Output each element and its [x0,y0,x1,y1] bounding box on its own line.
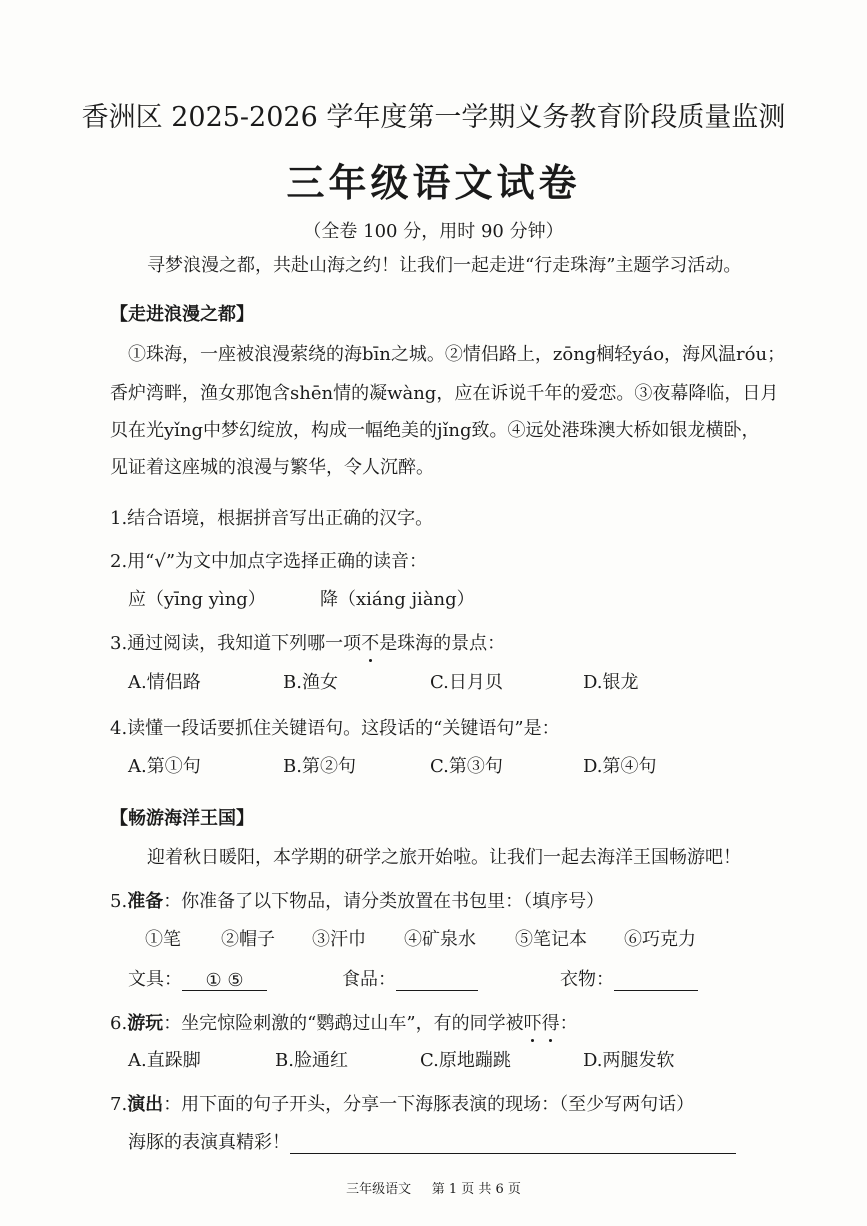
question-number: 6. [110,1013,128,1034]
passage-line: 见证着这座城的浪漫与繁华，令人沉醉。 [110,457,434,478]
writing-answer-field[interactable] [290,1133,736,1154]
emphasis-char: 吓 [524,1009,542,1035]
emphasis-char: 不 [361,629,379,655]
option-b[interactable]: B.渔女 [283,672,338,693]
passage-line: 贝在光yǐng中梦幻绽放，构成一幅绝美的jǐng致。④远处港珠澳大桥如银龙横卧， [110,420,760,441]
item: ①笔 [145,929,181,950]
option-d[interactable]: D.第④句 [583,756,657,777]
option-a[interactable]: A.情侣路 [128,672,201,693]
option-d[interactable]: D.两腿发软 [583,1050,675,1071]
question-3 [110,629,505,655]
option-c[interactable]: C.日月贝 [430,672,503,693]
question-text: ：坐完惊险刺激的“鹦鹉过山车”，有的同学 [163,1013,506,1034]
stationery-row [128,965,267,991]
item: ④矿泉水 [404,929,476,950]
exam-region-title: 香洲区 2025-2026 学年度第一学期义务教育阶段质量监测 [81,102,786,133]
option-c[interactable]: C.原地蹦跳 [420,1050,511,1071]
question-text: ：用下面的句子开头，分享一下海豚表演的现场：（至少写两句话） [163,1094,695,1115]
item: ⑤笔记本 [515,929,587,950]
section-heading-ocean-kingdom: 【畅游海洋王国】 [110,808,254,829]
question-text: 是珠海的景点： [379,633,506,654]
passage-line: 香炉湾畔，渔女那饱含shēn情的凝wàng，应在诉说千年的爱恋。③夜幕降临，日月 [110,383,779,404]
passage-line: ①珠海，一座被浪漫萦绕的海bīn之城。②情侣路上，zōng榈轻yáo，海风温róu； [128,344,786,365]
question-2: 2.用“√”为文中加点字选择正确的读音： [110,551,428,572]
question-7 [110,1090,694,1116]
item: ②帽子 [221,929,275,950]
question-number: 5. [110,891,128,912]
exam-info: （全卷 100 分，用时 90 分钟） [303,221,564,242]
item: ⑥巧克力 [624,929,696,950]
question-label: 游玩 [127,1013,164,1034]
option-a[interactable]: A.直跺脚 [128,1050,201,1071]
section-intro-text: 迎着秋日暖阳，本学期的研学之旅开始啦。让我们一起去海洋王国畅游吧！ [147,847,741,868]
section-heading-romantic-city: 【走进浪漫之都】 [110,304,254,325]
clothes-answer-field[interactable] [614,970,698,991]
question-text: ：你准备了以下物品，请分类放置在书包里：（填序号） [163,891,605,912]
question-label: 演出 [127,1094,164,1115]
option-a[interactable]: A.第①句 [128,756,201,777]
question-number: 7. [110,1094,128,1115]
question-text: 3.通过阅读，我知道下列哪一项 [110,633,362,654]
emphasis-char: 得 [542,1009,560,1035]
question-5 [110,887,604,913]
stationery-label: 文具： [128,969,182,990]
question-1: 1.结合语境，根据拼音写出正确的汉字。 [110,508,434,529]
food-label: 食品： [342,969,396,990]
stationery-answer-field[interactable]: ① ⑤ [182,970,267,991]
question-label: 准备 [127,891,164,912]
food-answer-field[interactable] [396,970,478,991]
option-b[interactable]: B.脸通红 [275,1050,348,1071]
intro-text: 寻梦浪漫之都，共赴山海之约！让我们一起走进“行走珠海”主题学习活动。 [147,255,742,276]
option-c[interactable]: C.第③句 [430,756,503,777]
option-b[interactable]: B.第②句 [283,756,356,777]
pinyin-choice[interactable]: 降（xiáng jiàng） [320,589,475,610]
question-6 [110,1009,578,1035]
emphasis-char: 被 [505,1013,524,1034]
writing-row [128,1128,736,1154]
question-4: 4.读懂一段话要抓住关键语句。这段话的“关键语句”是： [110,718,560,739]
clothes-row [560,965,698,991]
sentence-starter: 海豚的表演真精彩！ [128,1132,290,1153]
option-d[interactable]: D.银龙 [583,672,639,693]
question-text: ： [559,1013,578,1034]
page-footer: 三年级语文 第 1 页 共 6 页 [346,1182,521,1197]
item: ③汗巾 [312,929,366,950]
clothes-label: 衣物： [560,969,614,990]
exam-title: 三年级语文试卷 [286,160,581,205]
pinyin-choice[interactable]: 应（yīng yìng） [128,589,266,610]
food-row [342,965,478,991]
